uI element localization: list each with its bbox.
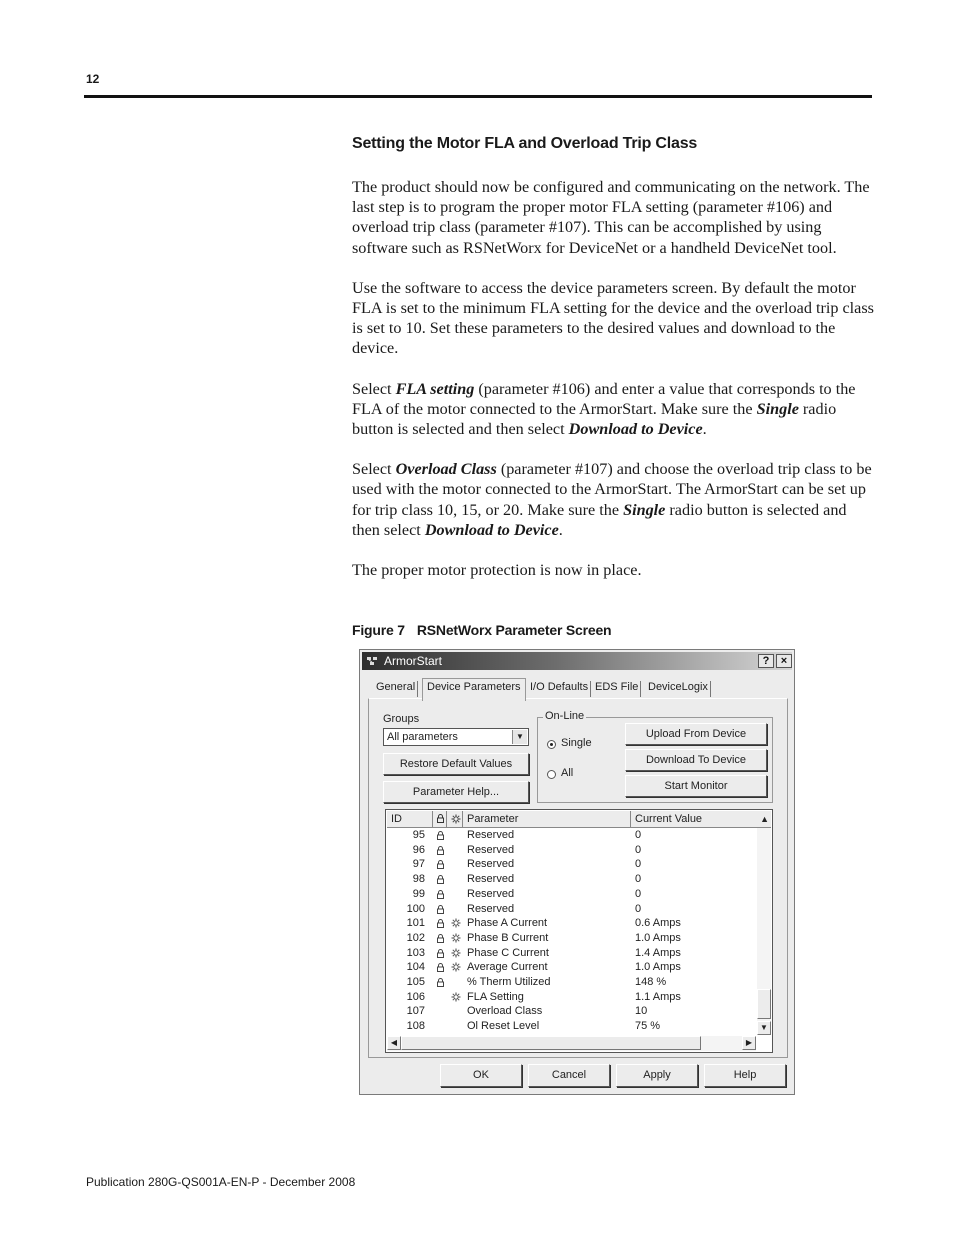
gear-icon bbox=[451, 918, 461, 928]
row-parameter: Reserved bbox=[467, 887, 515, 900]
row-current-value: 1.0 Amps bbox=[635, 961, 681, 974]
row-id: 98 bbox=[412, 873, 425, 886]
table-row[interactable] bbox=[387, 829, 757, 844]
help-title-button[interactable]: ? bbox=[758, 654, 774, 668]
lock-icon bbox=[437, 949, 444, 957]
tab-device-parameters[interactable]: Device Parameters bbox=[422, 678, 526, 701]
row-id: 100 bbox=[406, 902, 425, 915]
body-text bbox=[352, 177, 874, 600]
horizontal-scroll-thumb[interactable] bbox=[401, 1036, 701, 1050]
gear-icon bbox=[451, 933, 461, 943]
paragraph-2: Use the software to access the device parameters screen. By default the motor FLA is set to the minimum FLA setting for the device and the overload trip class is set to 10. Set these parameters to the desired values and download to the device. bbox=[352, 278, 874, 358]
parameter-help-button[interactable]: Parameter Help... bbox=[383, 781, 529, 803]
column-gear[interactable] bbox=[447, 811, 463, 827]
row-id: 108 bbox=[406, 1020, 425, 1033]
groups-value: All parameters bbox=[387, 731, 458, 743]
table-row[interactable] bbox=[387, 858, 757, 873]
groups-combo[interactable] bbox=[383, 728, 529, 746]
row-id: 103 bbox=[406, 946, 425, 959]
row-id: 95 bbox=[412, 829, 425, 841]
figure-number: Figure 7 bbox=[352, 622, 405, 638]
start-monitor-button[interactable]: Start Monitor bbox=[625, 775, 767, 797]
column-lock[interactable] bbox=[433, 811, 447, 827]
table-row[interactable] bbox=[387, 903, 757, 918]
table-row[interactable] bbox=[387, 917, 757, 932]
restore-defaults-button[interactable]: Restore Default Values bbox=[383, 753, 529, 775]
online-label: On-Line bbox=[545, 710, 585, 722]
tab-general[interactable]: General bbox=[374, 681, 418, 697]
row-parameter: Reserved bbox=[467, 858, 515, 871]
lock-icon bbox=[437, 978, 444, 986]
armorstart-dialog bbox=[359, 649, 795, 1095]
row-current-value: 0 bbox=[635, 887, 642, 900]
table-row[interactable] bbox=[387, 1020, 757, 1035]
row-current-value: 0.6 Amps bbox=[635, 917, 681, 930]
column-id[interactable]: ID bbox=[387, 811, 433, 827]
page-number: 12 bbox=[86, 72, 100, 86]
vertical-scrollbar[interactable] bbox=[757, 828, 771, 1035]
figure-caption bbox=[352, 622, 611, 638]
paragraph-1: The product should now be configured and communicating on the network. The last step is to program the proper motor FLA setting (parameter #106) and overload trip class (parameter #107). This can be accomplished by using software such as RSNetWorx for DeviceNet or a handheld DeviceNet tool. bbox=[352, 178, 870, 257]
row-current-value: 0 bbox=[635, 843, 642, 856]
row-current-value: 1.4 Amps bbox=[635, 946, 681, 959]
lock-icon bbox=[437, 860, 444, 868]
column-current-value[interactable] bbox=[631, 811, 773, 827]
row-parameter: Overload Class bbox=[467, 1005, 543, 1018]
row-current-value: 0 bbox=[635, 902, 642, 915]
gear-icon bbox=[451, 948, 461, 958]
row-parameter: Reserved bbox=[467, 843, 515, 856]
table-row[interactable] bbox=[387, 991, 757, 1006]
figure-title: RSNetWorx Parameter Screen bbox=[416, 622, 612, 638]
tab-eds-file[interactable]: EDS File bbox=[593, 681, 641, 697]
lock-icon bbox=[437, 814, 444, 823]
scroll-left-icon[interactable]: ◀ bbox=[387, 1036, 401, 1050]
groups-label: Groups bbox=[383, 713, 420, 725]
table-row[interactable] bbox=[387, 947, 757, 962]
table-row[interactable] bbox=[387, 1005, 757, 1020]
horizontal-scrollbar[interactable] bbox=[387, 1036, 756, 1051]
single-radio[interactable] bbox=[547, 740, 556, 749]
list-header bbox=[387, 811, 771, 828]
paragraph-5: The proper motor protection is now in place. bbox=[352, 561, 642, 580]
chevron-down-icon[interactable]: ▼ bbox=[512, 730, 527, 744]
row-current-value: 10 bbox=[635, 1005, 648, 1018]
lock-icon bbox=[437, 846, 444, 854]
row-current-value: 1.0 Amps bbox=[635, 931, 681, 944]
all-radio[interactable] bbox=[547, 770, 556, 779]
table-row[interactable] bbox=[387, 888, 757, 903]
row-parameter: Ol Reset Level bbox=[467, 1020, 540, 1033]
device-icon bbox=[366, 655, 382, 667]
lock-icon bbox=[437, 963, 444, 971]
column-current-value-label: Current Value bbox=[635, 813, 703, 825]
paragraph-3: Select FLA setting (parameter #106) and enter a value that corresponds to the FLA of the motor connected to the ArmorStart. Make sure the Single radio button is selected and then select Download to Device. bbox=[352, 379, 856, 439]
lock-icon bbox=[437, 905, 444, 913]
row-id: 101 bbox=[406, 917, 425, 930]
apply-button[interactable]: Apply bbox=[616, 1064, 698, 1087]
section-heading: Setting the Motor FLA and Overload Trip Class bbox=[352, 135, 698, 152]
single-radio-label: Single bbox=[561, 737, 592, 749]
cancel-button[interactable]: Cancel bbox=[528, 1064, 610, 1087]
gear-icon bbox=[451, 814, 461, 824]
row-id: 106 bbox=[406, 990, 425, 1003]
row-current-value: 0 bbox=[635, 873, 642, 886]
vertical-scroll-thumb[interactable] bbox=[757, 989, 771, 1019]
header-rule bbox=[84, 95, 872, 98]
row-current-value: 148 % bbox=[635, 976, 667, 988]
ok-button[interactable]: OK bbox=[440, 1064, 522, 1087]
row-id: 102 bbox=[406, 931, 425, 944]
table-row[interactable] bbox=[387, 844, 757, 859]
row-id: 105 bbox=[406, 976, 425, 988]
tab-io-defaults[interactable]: I/O Defaults bbox=[528, 681, 591, 697]
tab-devicelogix[interactable]: DeviceLogix bbox=[646, 681, 711, 697]
row-id: 97 bbox=[412, 858, 425, 871]
row-parameter: Reserved bbox=[467, 902, 515, 915]
row-parameter: FLA Setting bbox=[467, 990, 524, 1003]
parameter-list[interactable] bbox=[385, 809, 773, 1053]
table-row[interactable] bbox=[387, 976, 757, 991]
row-parameter: Reserved bbox=[467, 873, 515, 886]
dialog-title: ArmorStart bbox=[384, 654, 443, 668]
gear-icon bbox=[451, 962, 461, 972]
row-id: 104 bbox=[406, 961, 425, 974]
all-radio-label: All bbox=[561, 767, 574, 779]
row-parameter: Phase C Current bbox=[467, 946, 549, 959]
help-button[interactable]: Help bbox=[704, 1064, 786, 1087]
table-row[interactable] bbox=[387, 873, 757, 888]
row-id: 99 bbox=[412, 887, 425, 900]
column-parameter[interactable]: Parameter bbox=[463, 811, 631, 827]
lock-icon bbox=[437, 890, 444, 898]
row-parameter: % Therm Utilized bbox=[467, 976, 551, 988]
row-parameter: Reserved bbox=[467, 829, 515, 841]
table-row[interactable] bbox=[387, 932, 757, 947]
upload-from-device-button[interactable]: Upload From Device bbox=[625, 723, 767, 745]
dialog-titlebar[interactable] bbox=[362, 652, 792, 670]
device-parameters-panel bbox=[368, 698, 788, 1058]
download-to-device-button[interactable]: Download To Device bbox=[625, 749, 767, 771]
row-current-value: 75 % bbox=[635, 1020, 661, 1033]
close-button[interactable]: × bbox=[776, 654, 792, 668]
scroll-right-icon[interactable]: ▶ bbox=[742, 1036, 756, 1050]
row-current-value: 0 bbox=[635, 858, 642, 871]
row-id: 107 bbox=[406, 1005, 425, 1018]
lock-icon bbox=[437, 919, 444, 927]
tab-strip bbox=[370, 678, 790, 696]
row-parameter: Phase B Current bbox=[467, 931, 549, 944]
scroll-down-icon[interactable]: ▼ bbox=[757, 1021, 771, 1035]
row-id: 96 bbox=[412, 843, 425, 856]
row-parameter: Phase A Current bbox=[467, 917, 548, 930]
paragraph-4: Select Overload Class (parameter #107) and choose the overload trip class to be used with the motor connected to the ArmorStart. The ArmorStart can be set up for trip class 10, 15, or 20. Make sure the Single radio button is selected and then select Download to Device. bbox=[352, 460, 872, 539]
row-current-value: 0 bbox=[635, 829, 642, 841]
lock-icon bbox=[437, 875, 444, 883]
sort-up-icon: ▲ bbox=[760, 814, 769, 824]
page-footer: Publication 280G-QS001A-EN-P - December 2008 bbox=[86, 1175, 356, 1189]
row-parameter: Average Current bbox=[467, 961, 548, 974]
table-row[interactable] bbox=[387, 961, 757, 976]
lock-icon bbox=[437, 831, 444, 839]
gear-icon bbox=[451, 992, 461, 1002]
row-current-value: 1.1 Amps bbox=[635, 990, 681, 1003]
lock-icon bbox=[437, 934, 444, 942]
